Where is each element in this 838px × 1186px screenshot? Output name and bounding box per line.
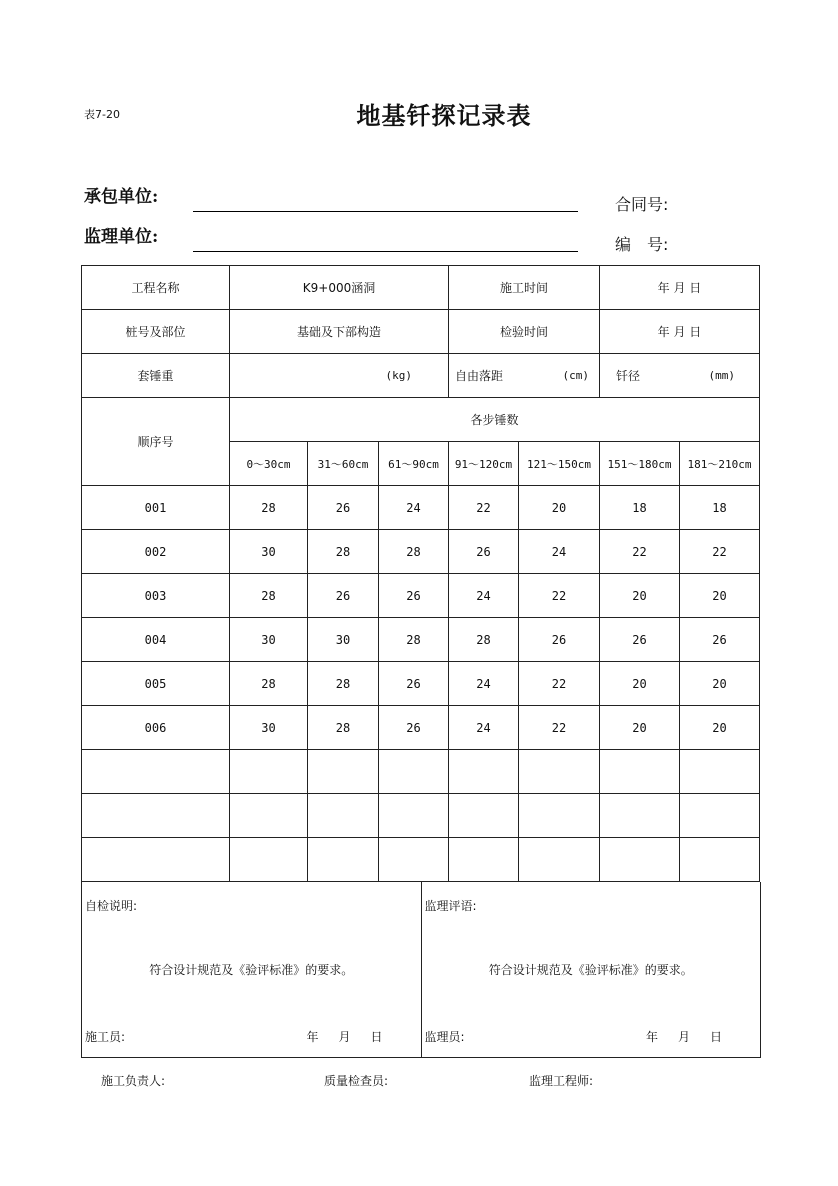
empty-cell[interactable] [680,794,760,838]
construction-lead-signature: 施工负责人: [101,1074,166,1088]
seq-cell[interactable]: 003 [82,574,230,618]
blow-count-cell[interactable]: 26 [449,530,519,574]
supervising-engineer-signature: 监理工程师: [529,1074,594,1088]
self-check-panel [82,882,421,1057]
blow-count-cell[interactable]: 24 [449,574,519,618]
free-fall-label: 自由落距 [455,369,504,383]
empty-cell[interactable] [600,750,680,794]
blow-count-cell[interactable]: 22 [519,662,600,706]
inspection-time-value[interactable]: 年 月 日 [600,310,760,354]
serial-no-label: 编 号: [615,235,669,254]
free-fall-field[interactable] [449,354,600,398]
blow-count-cell[interactable]: 30 [308,618,379,662]
form-code: 表7-20 [84,108,120,121]
construction-time-label: 施工时间 [449,266,600,310]
blow-count-cell[interactable]: 20 [680,706,760,750]
blow-count-cell[interactable]: 24 [449,662,519,706]
blow-count-cell[interactable]: 18 [680,486,760,530]
blow-count-cell[interactable]: 28 [379,618,449,662]
blow-count-cell[interactable]: 26 [308,574,379,618]
empty-cell[interactable] [680,838,760,882]
empty-cell[interactable] [82,838,230,882]
blow-count-cell[interactable]: 20 [600,662,680,706]
month-label: 月 [677,1030,690,1044]
supervision-content[interactable]: 符合设计规范及《验评标准》的要求。 [488,963,693,977]
inspection-time-label: 检验时间 [449,310,600,354]
empty-cell[interactable] [379,750,449,794]
empty-table-row [82,750,760,794]
blow-count-cell[interactable]: 28 [230,662,308,706]
page-title: 地基钎探记录表 [356,101,532,130]
interval-header: 151～180cm [600,442,680,486]
remarks-section [81,882,761,1058]
supervision-date[interactable] [626,1028,722,1045]
hammer-weight-field[interactable] [230,354,449,398]
interval-header: 181～210cm [680,442,760,486]
contractor-field[interactable] [193,211,578,212]
seq-cell[interactable]: 002 [82,530,230,574]
info-row-station [82,310,760,354]
empty-cell[interactable] [519,794,600,838]
empty-cell[interactable] [680,750,760,794]
rod-diameter-label: 钎径 [616,369,641,383]
interval-header: 91～120cm [449,442,519,486]
hammer-weight-unit: (kg) [385,369,412,382]
interval-header: 61～90cm [379,442,449,486]
self-check-content[interactable]: 符合设计规范及《验评标准》的要求。 [149,963,354,977]
empty-cell[interactable] [82,794,230,838]
empty-cell[interactable] [308,794,379,838]
empty-cell[interactable] [449,838,519,882]
blow-count-cell[interactable]: 30 [230,706,308,750]
empty-cell[interactable] [230,794,308,838]
empty-cell[interactable] [230,838,308,882]
blow-count-cell[interactable]: 20 [680,662,760,706]
blow-count-cell[interactable]: 22 [449,486,519,530]
blow-count-cell[interactable]: 28 [308,706,379,750]
blow-count-cell[interactable]: 20 [600,574,680,618]
rod-diameter-unit: (mm) [708,369,735,382]
empty-table-row [82,794,760,838]
station-label: 桩号及部位 [82,310,230,354]
blow-count-cell[interactable]: 26 [379,662,449,706]
info-row-hammer [82,354,760,398]
day-label: 日 [370,1030,383,1044]
supervisor-field[interactable] [193,251,578,252]
project-name-value[interactable]: K9+000涵洞 [230,266,449,310]
seq-cell[interactable]: 005 [82,662,230,706]
interval-header: 31～60cm [308,442,379,486]
hammer-weight-label: 套锤重 [82,354,230,398]
interval-header: 0～30cm [230,442,308,486]
empty-cell[interactable] [379,794,449,838]
constructor-signer-label: 施工员: [85,1030,126,1044]
construction-time-value[interactable]: 年 月 日 [600,266,760,310]
blow-count-cell[interactable]: 28 [379,530,449,574]
blow-count-cell[interactable]: 18 [600,486,680,530]
blow-count-cell[interactable]: 22 [519,706,600,750]
empty-cell[interactable] [379,838,449,882]
empty-cell[interactable] [230,750,308,794]
blow-count-cell[interactable]: 26 [308,486,379,530]
free-fall-unit: (cm) [562,369,589,382]
seq-cell[interactable]: 001 [82,486,230,530]
blow-count-cell[interactable]: 26 [680,618,760,662]
blow-count-cell[interactable]: 20 [680,574,760,618]
self-check-heading: 自检说明: [85,899,138,913]
seq-header: 顺序号 [82,398,230,486]
blow-count-cell[interactable]: 28 [230,574,308,618]
contract-no-label: 合同号: [615,195,669,214]
table-row [82,662,760,706]
table-row [82,530,760,574]
empty-cell[interactable] [519,838,600,882]
blow-count-cell[interactable]: 28 [449,618,519,662]
blow-count-cell[interactable]: 24 [449,706,519,750]
quality-inspector-signature: 质量检查员: [324,1074,389,1088]
blow-count-cell[interactable]: 22 [519,574,600,618]
month-label: 月 [338,1030,351,1044]
year-label: 年 [306,1030,319,1044]
self-check-date[interactable] [286,1028,382,1045]
empty-cell[interactable] [308,750,379,794]
table-row [82,706,760,750]
contractor-label: 承包单位: [84,187,159,207]
table-row [82,486,760,530]
project-name-label: 工程名称 [82,266,230,310]
blow-count-cell[interactable]: 22 [600,530,680,574]
blow-count-cell[interactable]: 24 [519,530,600,574]
day-label: 日 [709,1030,722,1044]
blow-count-cell[interactable]: 24 [379,486,449,530]
empty-cell[interactable] [519,750,600,794]
table-row [82,574,760,618]
blow-count-cell[interactable]: 20 [600,706,680,750]
seq-cell[interactable]: 006 [82,706,230,750]
rod-diameter-field[interactable] [600,354,760,398]
empty-cell[interactable] [600,794,680,838]
empty-cell[interactable] [82,750,230,794]
empty-cell[interactable] [449,750,519,794]
empty-cell[interactable] [308,838,379,882]
year-label: 年 [645,1030,658,1044]
blow-count-cell[interactable]: 28 [308,530,379,574]
blow-count-cell[interactable]: 26 [379,574,449,618]
blow-count-cell[interactable]: 26 [600,618,680,662]
blow-count-cell[interactable]: 28 [308,662,379,706]
blow-count-cell[interactable]: 26 [379,706,449,750]
station-value[interactable]: 基础及下部构造 [230,310,449,354]
blows-group-header: 各步锤数 [230,398,760,442]
blow-count-cell[interactable]: 22 [680,530,760,574]
empty-table-row [82,838,760,882]
seq-cell[interactable]: 004 [82,618,230,662]
blow-count-cell[interactable]: 28 [230,486,308,530]
blow-count-cell[interactable]: 30 [230,530,308,574]
probe-record-table [81,265,760,882]
info-row-project [82,266,760,310]
table-row [82,618,760,662]
blow-count-cell[interactable]: 20 [519,486,600,530]
blows-header-row [82,398,760,442]
supervisor-signer-label: 监理员: [424,1030,465,1044]
supervisor-label: 监理单位: [84,227,159,247]
supervision-panel [421,882,761,1057]
empty-cell[interactable] [600,838,680,882]
empty-cell[interactable] [449,794,519,838]
blow-count-cell[interactable]: 30 [230,618,308,662]
interval-header: 121～150cm [519,442,600,486]
blow-count-cell[interactable]: 26 [519,618,600,662]
supervision-heading: 监理评语: [424,899,477,913]
